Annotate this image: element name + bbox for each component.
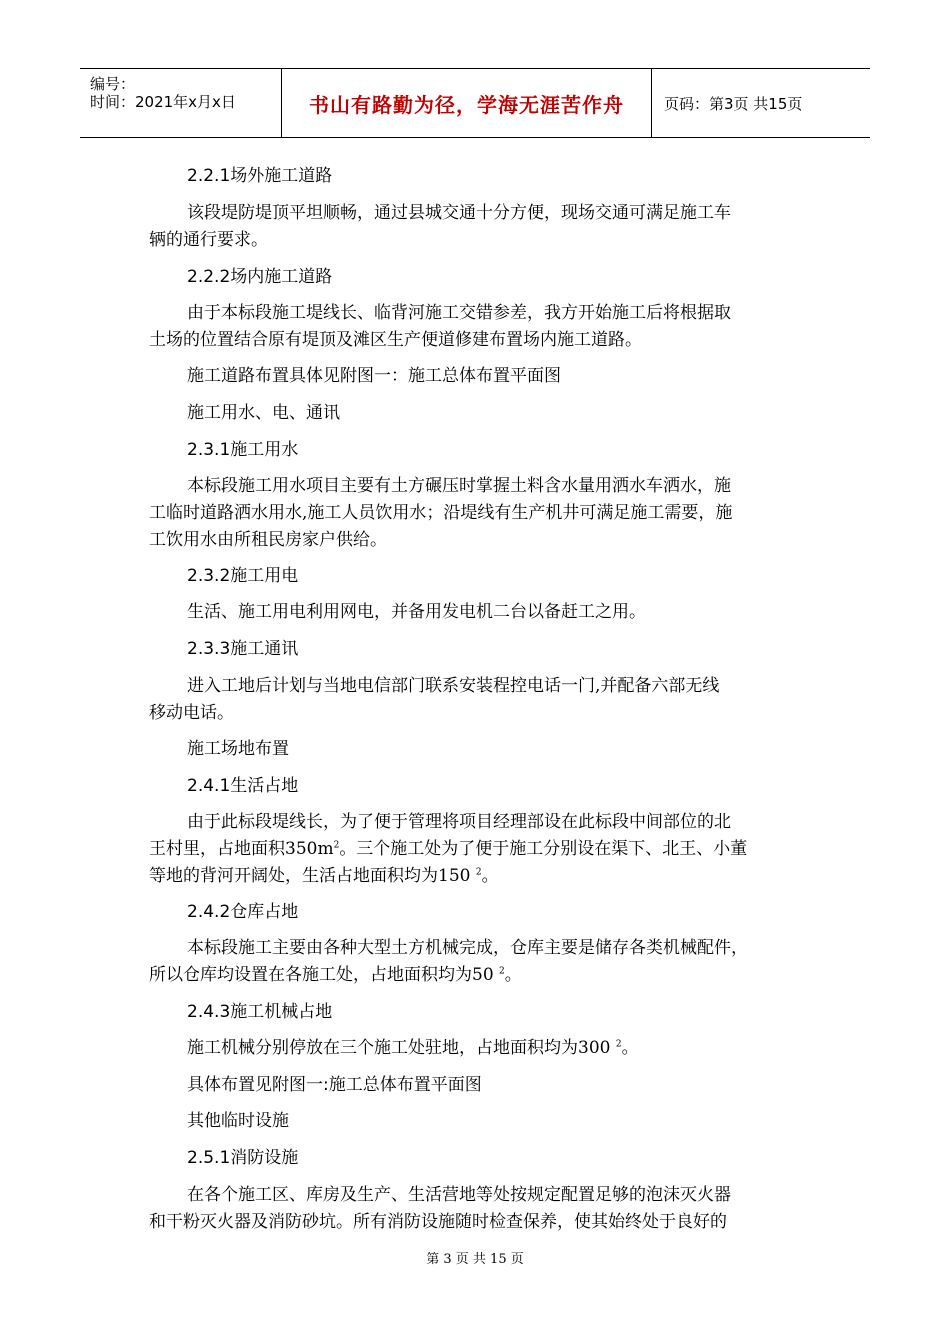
superscript: 2 xyxy=(615,1039,622,1050)
heading-2-3-2: 2.3.2施工用电 xyxy=(187,566,299,586)
heading-2-4-2: 2.4.2仓库占地 xyxy=(187,902,299,922)
paragraph-line: 该段堤防堤顶平坦顺畅，通过县城交通十分方便，现场交通可满足施工车 xyxy=(187,203,731,223)
paragraph-line: 工饮用水由所租民房家户供给。 xyxy=(149,530,387,550)
superscript: 2 xyxy=(475,867,482,878)
paragraph-line xyxy=(149,861,499,886)
figure-reference: 具体布置见附图一:施工总体布置平面图 xyxy=(187,1075,482,1095)
text-run: 等地的背河开阔处，生活占地面积均为150 xyxy=(149,866,471,886)
paragraph-line: 和干粉灭火器及消防砂坑。所有消防设施随时检查保养，使其始终处于良好的 xyxy=(149,1212,727,1232)
text-run: 。 xyxy=(481,866,499,886)
heading-2-5: 其他临时设施 xyxy=(187,1111,289,1131)
paragraph-line: 本标段施工用水项目主要有土方碾压时掌握土料含水量用洒水车洒水，施 xyxy=(187,476,731,496)
text-run: 。 xyxy=(504,965,522,985)
text-run: 王村里，占地面积350m xyxy=(149,839,334,859)
paragraph-line: 工临时道路洒水用水,施工人员饮用水；沿堤线有生产机井可满足施工需要，施 xyxy=(149,503,733,523)
motto-text: 书山有路勤为径，学海无涯苦作舟 xyxy=(309,92,624,117)
heading-2-4: 施工场地布置 xyxy=(187,739,289,759)
paragraph-line xyxy=(149,834,747,859)
paragraph-line: 辆的通行要求。 xyxy=(149,230,268,250)
paragraph-line: 施工道路布置具体见附图一：施工总体布置平面图 xyxy=(187,366,561,386)
superscript: 2 xyxy=(333,840,340,851)
page-footer: 第 3 页 共 15 页 xyxy=(426,1252,524,1267)
heading-2-4-1: 2.4.1生活占地 xyxy=(187,776,299,796)
header-motto-cell xyxy=(282,69,652,137)
page-info: 页码：第3页 共15页 xyxy=(664,94,803,113)
time-label: 时间：2021年x月x日 xyxy=(90,93,236,111)
paragraph-line: 移动电话。 xyxy=(149,703,234,723)
header-meta-cell xyxy=(80,69,282,137)
superscript: 2 xyxy=(499,966,505,977)
paragraph-line: 进入工地后计划与当地电信部门联系安装程控电话一门,并配备六部无线 xyxy=(187,676,720,696)
heading-2-5-1: 2.5.1消防设施 xyxy=(187,1148,299,1168)
paragraph-line: 本标段施工主要由各种大型土方机械完成，仓库主要是储存各类机械配件， xyxy=(187,938,748,958)
paragraph-line: 由于本标段施工堤线长、临背河施工交错参差，我方开始施工后将根据取 xyxy=(187,303,731,323)
page-header xyxy=(80,68,870,138)
paragraph-line xyxy=(149,960,522,985)
heading-2-4-3: 2.4.3施工机械占地 xyxy=(187,1002,333,1022)
text-run: 。三个施工处为了便于施工分别设在渠下、北王、小董 xyxy=(339,839,748,859)
text-run: 施工机械分别停放在三个施工处驻地，占地面积均为300 xyxy=(187,1038,611,1058)
heading-2-3-1: 2.3.1施工用水 xyxy=(187,440,299,460)
text-run: 所以仓库均设置在各施工处，占地面积均为50 xyxy=(149,965,494,985)
paragraph-line: 由于此标段堤线长，为了便于管理将项目经理部设在此标段中间部位的北 xyxy=(187,812,731,832)
heading-2-2-1: 2.2.1场外施工道路 xyxy=(187,166,333,186)
heading-2-2-2: 2.2.2场内施工道路 xyxy=(187,267,333,287)
paragraph-line xyxy=(187,1033,639,1058)
paragraph-line: 生活、施工用电利用网电，并备用发电机二台以备赶工之用。 xyxy=(187,602,646,622)
text-run: 。 xyxy=(621,1038,639,1058)
header-page-cell xyxy=(652,69,870,137)
heading-2-3-3: 2.3.3施工通讯 xyxy=(187,639,299,659)
paragraph-line: 土场的位置结合原有堤顶及滩区生产便道修建布置场内施工道路。 xyxy=(149,330,642,350)
number-label: 编号： xyxy=(90,75,136,93)
heading-2-3: 施工用水、电、通讯 xyxy=(187,403,340,423)
paragraph-line: 在各个施工区、库房及生产、生活营地等处按规定配置足够的泡沫灭火器 xyxy=(187,1185,731,1205)
